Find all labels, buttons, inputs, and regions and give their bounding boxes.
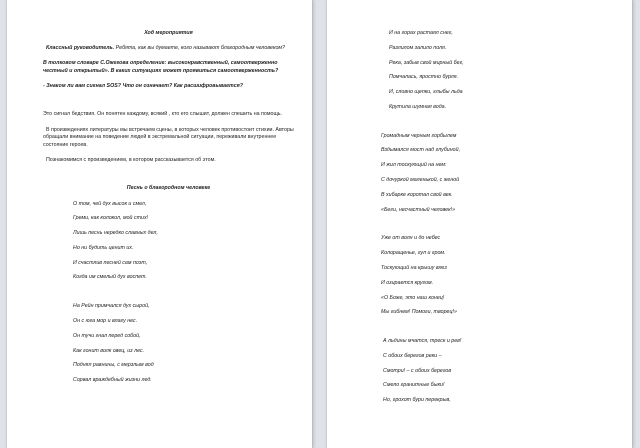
definition-paragraph: В толковом словаре С.Ожегова определение: высоконравственный, самоотверженно честный и открытый». В каких ситуациях может проявиться самоотверженность? — [43, 60, 279, 74]
verse-line: В хибарке коротал свой век. — [381, 191, 453, 198]
verse-line: Уже от волн и до небес — [381, 235, 441, 242]
verse-line: Когда им смелый дух воспет. — [73, 274, 147, 281]
verse-line: И счастлив песней сам поэт, — [73, 259, 148, 266]
sos-question: - Знаком ли вам сигнал SOS? Что он означает? Как расшифровывается? — [43, 83, 243, 90]
verse-line: Смело гранитные быки! — [383, 382, 445, 389]
verse-line: «Беги, несчастный человек!» — [381, 206, 456, 213]
verse-line: Смотри! – с обоих берегов — [383, 367, 452, 374]
verse-line: Но, грохот бури перекрыв, — [383, 397, 451, 404]
teacher-text: Ребята, как вы думаете, кого называют благородным человеком? — [115, 44, 285, 51]
verse-line: А льдины мчатся, треск и рев! — [383, 338, 462, 345]
sos-answer: Это сигнал бедствия. Он понятен каждому, всякий , кто его слышит, должен спешить на помощь. — [43, 110, 283, 117]
verse-line: И озирается кругом. — [381, 279, 434, 286]
verse-line: Лишь песнь нередко славных дел, — [73, 230, 158, 237]
verse-line: Тоскующий на крышу влез — [381, 264, 447, 271]
verse-line: Греми, как колокол, мой стих! — [73, 215, 149, 222]
poem-title: Песнь о благородном человеке — [126, 184, 211, 191]
verse-line: Он тучи гнал перед собой, — [73, 332, 141, 339]
verse-line: Помчалась, яростно бурля. — [389, 74, 459, 81]
verse-line: «О Боже, это наш конец! — [381, 294, 445, 301]
page-2-content — [369, 30, 614, 412]
teacher-speaker: Классный руководитель. — [46, 44, 115, 51]
poem-stanza-6 — [369, 338, 614, 405]
verse-line: Поднял равнины, с мерзлым вод — [73, 362, 154, 369]
teacher-question — [43, 45, 294, 53]
verse-line: Вздымался мост над глубиной, — [381, 147, 461, 154]
verse-line: Как гонит волк овец, из лес. — [73, 347, 145, 354]
verse-line: И жил тоскующий на нем: — [381, 162, 447, 169]
poem-stanza-5 — [369, 235, 614, 317]
verse-line: Но ни будить ценит их. — [73, 244, 134, 251]
poem-stanza-1 — [43, 201, 294, 283]
document-page-2 — [326, 0, 633, 448]
verse-line: Разлилом залило поля. — [389, 44, 447, 51]
intro-paragraph: Познакомимся с произведением, в котором рассказывается об этом. — [46, 157, 216, 164]
poem-stanza-4 — [369, 133, 614, 215]
verse-line: С обоих берегов реки – — [383, 352, 442, 359]
page-1-content — [43, 30, 294, 392]
verse-line: На Рейн примчался дух сырой, — [73, 303, 150, 310]
verse-line: Громадным черным горбылем — [381, 132, 457, 139]
literature-paragraph: В произведениях литературы мы встречаем сцены, в которых человек противостоит стихии. Авторы обращали внимание на поведение людей в экстремальной ситуации, переживали внутреннее состояние героев. — [43, 126, 294, 148]
poem-stanza-2 — [43, 303, 294, 385]
verse-line: Река, забыв свой мирный бег, — [389, 59, 464, 66]
verse-line: О том, чей дух высок и смел, — [73, 200, 147, 207]
poem-stanza-3 — [369, 30, 614, 112]
verse-line: С дочуркой маленькой, с женой — [381, 177, 460, 184]
verse-line: Сорвал враждебный жизни лед. — [73, 377, 152, 384]
verse-line: Колоращенье, гул и гром. — [381, 250, 446, 257]
page-title: Ход мероприятия — [144, 30, 193, 36]
verse-line: Он с юга мор и влагу нес. — [73, 318, 138, 324]
verse-line: И на горах растаял снег, — [389, 30, 453, 36]
verse-line: Крутила шумная вода. — [389, 103, 447, 110]
verse-line: И, словно щепки, глыбы льда — [389, 89, 463, 96]
verse-line: Мы гибнем! Помоги, творец!» — [381, 309, 457, 316]
document-page-1 — [6, 0, 313, 448]
